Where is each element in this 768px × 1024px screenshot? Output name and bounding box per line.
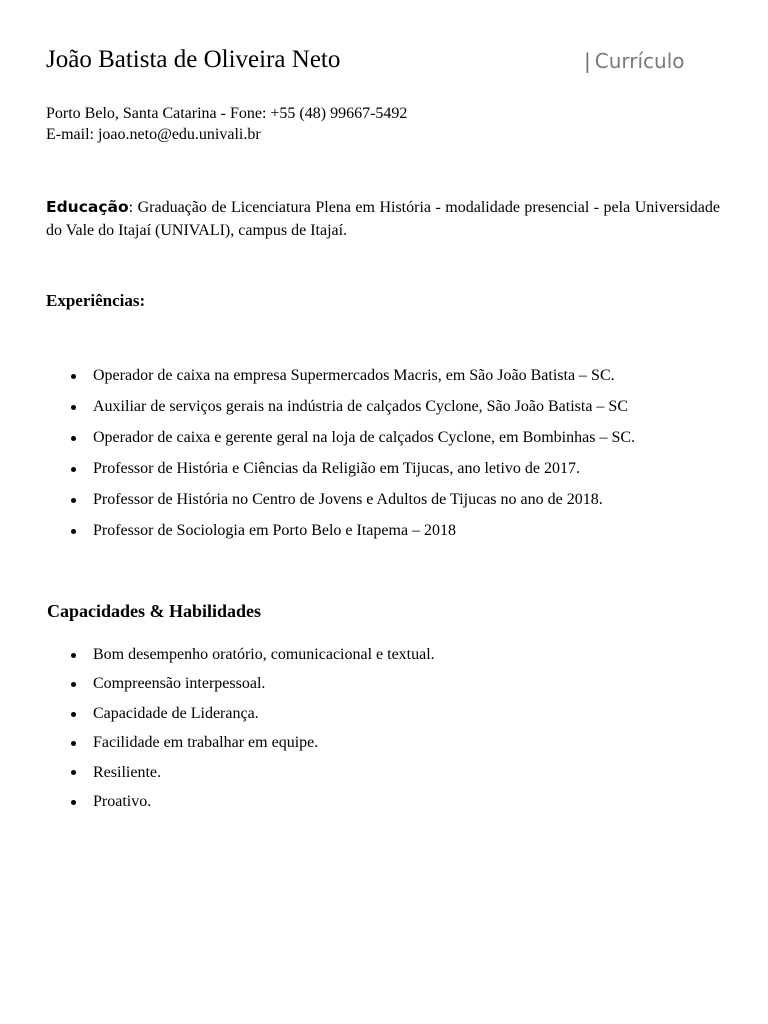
skill-item: Capacidade de Liderança. [0,699,435,728]
skill-item: Bom desempenho oratório, comunicacional e textual. [0,640,435,669]
experience-item: Professor de Sociologia em Porto Belo e Itapema – 2018 [0,515,635,546]
experience-heading: Experiências: [46,291,146,310]
skills-heading: Capacidades & Habilidades [47,601,262,621]
experience-item: Professor de História e Ciências da Religião em Tijucas, ano letivo de 2017. [0,453,635,484]
experience-list [0,360,635,546]
title-separator: | [584,49,591,73]
skill-item: Compreensão interpessoal. [0,669,435,698]
skill-item: Facilidade em trabalhar em equipe. [0,728,435,757]
document-type: Currículo [594,49,685,73]
person-name: João Batista de Oliveira Neto [46,46,341,73]
education-text: : Graduação de Licenciatura Plena em História - modalidade presencial - pela Universidade do Vale do Itajaí (UNIVALI), campus de Itajaí. [46,199,720,239]
experience-item: Professor de História no Centro de Jovens e Adultos de Tijucas no ano de 2018. [0,484,635,515]
education-label: Educação [46,198,129,216]
skills-list [0,640,435,816]
contact-block [46,103,407,145]
contact-address-phone: Porto Belo, Santa Catarina - Fone: +55 (48) 99667-5492 [46,105,408,122]
contact-email: E-mail: joao.neto@edu.univali.br [46,126,261,143]
skill-item: Resiliente. [0,758,435,787]
experience-item: Auxiliar de serviços gerais na indústria de calçados Cyclone, São João Batista – SC [0,391,635,422]
experience-item: Operador de caixa e gerente geral na loja de calçados Cyclone, em Bombinhas – SC. [0,422,635,453]
education-section [46,196,720,242]
skill-item: Proativo. [0,787,435,816]
experience-item: Operador de caixa na empresa Supermercados Macris, em São João Batista – SC. [0,360,635,391]
document-type-label [584,46,685,76]
